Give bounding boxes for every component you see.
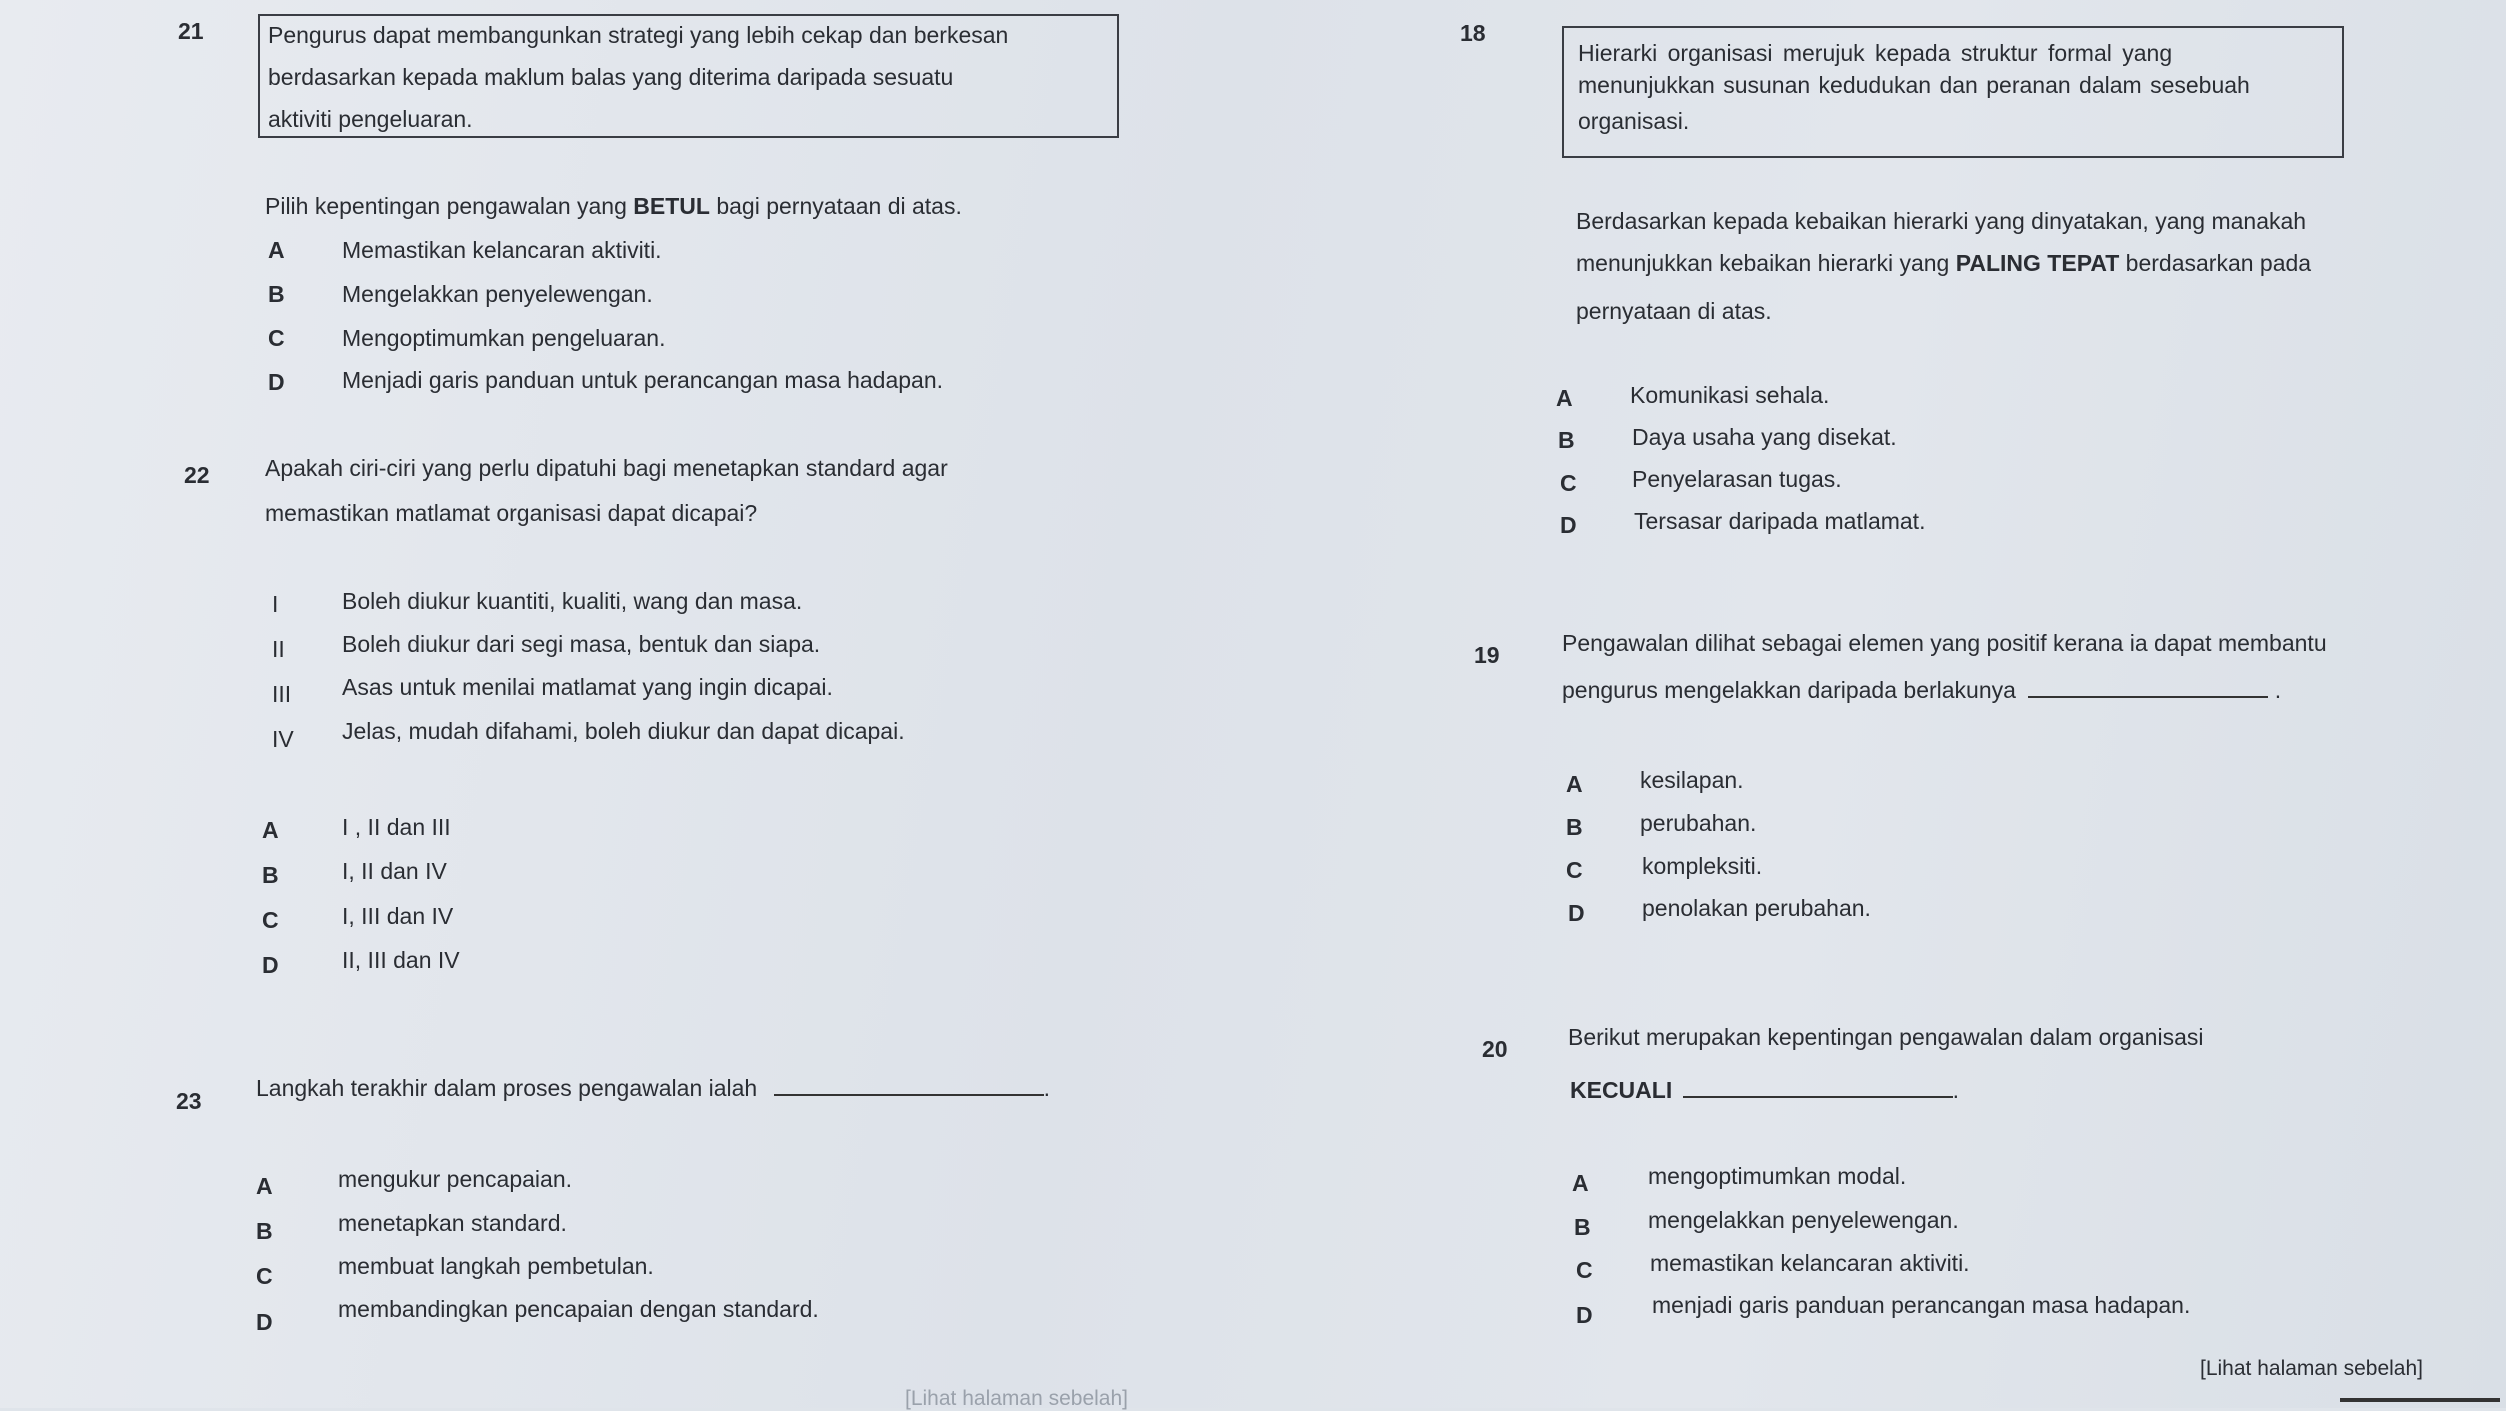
q22-option-a-letter: A xyxy=(262,817,279,843)
q19-option-b-letter: B xyxy=(1566,814,1583,840)
q21-box-line-1: Pengurus dapat membangunkan strategi yang lebih cekap dan berkesan xyxy=(268,22,1009,48)
q20-line-2: KECUALI . xyxy=(1570,1077,1960,1103)
q22-option-d-text: II, III dan IV xyxy=(342,947,460,973)
q23-answer-blank xyxy=(774,1094,1044,1096)
q23-option-b-text: menetapkan standard. xyxy=(338,1210,567,1236)
q20-number: 20 xyxy=(1482,1036,1508,1062)
q18-prompt-line-2: menunjukkan kebaikan hierarki yang PALING TEPAT berdasarkan pada xyxy=(1576,250,2312,276)
footer-next-page: [Lihat halaman sebelah] xyxy=(2200,1357,2423,1380)
q21-prompt-emphasis: BETUL xyxy=(633,193,710,219)
q20-option-b-letter: B xyxy=(1574,1214,1591,1240)
q23-number: 23 xyxy=(176,1088,202,1114)
q18-box-line-3: organisasi. xyxy=(1578,108,1690,134)
q20-option-a-text: mengoptimumkan modal. xyxy=(1648,1163,1907,1189)
q18-box-line-1: Hierarki organisasi merujuk kepada struktur formal yang xyxy=(1578,40,2173,66)
q18-option-d-text: Tersasar daripada matlamat. xyxy=(1634,508,1926,534)
q18-box-line-2: menunjukkan susunan kedudukan dan peranan dalam sesebuah xyxy=(1578,72,2250,98)
q21-box-line-3: aktiviti pengeluaran. xyxy=(268,106,473,132)
footer-next-page-faint: [Lihat halaman sebelah] xyxy=(905,1387,1128,1410)
q20-emphasis: KECUALI xyxy=(1570,1077,1673,1103)
q19-option-a-text: kesilapan. xyxy=(1640,767,1744,793)
q19-option-c-letter: C xyxy=(1566,857,1583,883)
q20-option-d-text: menjadi garis panduan perancangan masa hadapan. xyxy=(1652,1292,2191,1318)
q18-option-d-letter: D xyxy=(1560,512,1577,538)
q19-option-d-letter: D xyxy=(1568,900,1585,926)
q22-option-b-text: I, II dan IV xyxy=(342,858,447,884)
q23-option-d-letter: D xyxy=(256,1309,273,1335)
q19-option-c-text: kompleksiti. xyxy=(1642,853,1763,879)
q19-line-1: Pengawalan dilihat sebagai elemen yang positif kerana ia dapat membantu xyxy=(1562,630,2327,656)
q21-number: 21 xyxy=(178,18,204,44)
q18-option-c-text: Penyelarasan tugas. xyxy=(1632,466,1842,492)
q22-statement-i-text: Boleh diukur kuantiti, kualiti, wang dan masa. xyxy=(342,588,803,614)
q18-option-a-text: Komunikasi sehala. xyxy=(1630,382,1830,408)
q19-answer-blank xyxy=(2028,696,2268,698)
q21-option-d-letter: D xyxy=(268,369,285,395)
q22-option-a-text: I , II dan III xyxy=(342,814,451,840)
q20-option-d-letter: D xyxy=(1576,1302,1593,1328)
q20-line-1: Berikut merupakan kepentingan pengawalan dalam organisasi xyxy=(1568,1024,2204,1050)
q20-answer-blank xyxy=(1683,1096,1953,1098)
q21-option-a-text: Memastikan kelancaran aktiviti. xyxy=(342,237,662,263)
q22-question-line-2: memastikan matlamat organisasi dapat dicapai? xyxy=(265,500,758,526)
q18-option-b-letter: B xyxy=(1558,427,1575,453)
q19-option-d-text: penolakan perubahan. xyxy=(1642,895,1871,921)
q21-option-d-text: Menjadi garis panduan untuk perancangan masa hadapan. xyxy=(342,367,943,393)
q19-option-a-letter: A xyxy=(1566,771,1583,797)
q21-option-c-letter: C xyxy=(268,325,285,351)
q23-option-c-letter: C xyxy=(256,1263,273,1289)
q23-option-d-text: membandingkan pencapaian dengan standard. xyxy=(338,1296,819,1322)
q21-box-line-2: berdasarkan kepada maklum balas yang diterima daripada sesuatu xyxy=(268,64,954,90)
q22-statement-iii-roman: III xyxy=(272,681,292,707)
q20-option-b-text: mengelakkan penyelewengan. xyxy=(1648,1207,1959,1233)
q23-option-c-text: membuat langkah pembetulan. xyxy=(338,1253,654,1279)
q21-prompt: Pilih kepentingan pengawalan yang BETUL bagi pernyataan di atas. xyxy=(265,193,962,219)
q21-option-a-letter: A xyxy=(268,237,285,263)
q22-statement-iii-text: Asas untuk menilai matlamat yang ingin dicapai. xyxy=(342,674,833,700)
q20-option-c-letter: C xyxy=(1576,1257,1593,1283)
q18-prompt-line-3: pernyataan di atas. xyxy=(1576,298,1772,324)
q22-statement-i-roman: I xyxy=(272,591,279,617)
q23-option-b-letter: B xyxy=(256,1218,273,1244)
q18-prompt-emphasis: PALING TEPAT xyxy=(1955,250,2120,276)
q22-option-c-letter: C xyxy=(262,907,279,933)
q22-question-line-1: Apakah ciri-ciri yang perlu dipatuhi bagi menetapkan standard agar xyxy=(265,455,948,481)
q22-statement-ii-text: Boleh diukur dari segi masa, bentuk dan siapa. xyxy=(342,631,821,657)
q22-number: 22 xyxy=(184,462,210,488)
q20-option-a-letter: A xyxy=(1572,1170,1589,1196)
q18-number: 18 xyxy=(1460,20,1486,46)
q18-option-a-letter: A xyxy=(1556,385,1573,411)
q20-option-c-text: memastikan kelancaran aktiviti. xyxy=(1650,1250,1970,1276)
q19-line-2: pengurus mengelakkan daripada berlakunya . xyxy=(1562,677,2282,703)
q18-option-b-text: Daya usaha yang disekat. xyxy=(1632,424,1897,450)
q23-option-a-letter: A xyxy=(256,1173,273,1199)
q22-statement-iv-text: Jelas, mudah difahami, boleh diukur dan dapat dicapai. xyxy=(342,718,905,744)
q22-statement-iv-roman: IV xyxy=(272,726,294,752)
q18-option-c-letter: C xyxy=(1560,470,1577,496)
q18-prompt-line-1: Berdasarkan kepada kebaikan hierarki yang dinyatakan, yang manakah xyxy=(1576,208,2307,234)
q21-option-b-text: Mengelakkan penyelewengan. xyxy=(342,281,653,307)
q23-option-a-text: mengukur pencapaian. xyxy=(338,1166,572,1192)
q22-option-d-letter: D xyxy=(262,952,279,978)
q19-option-b-text: perubahan. xyxy=(1640,810,1757,836)
q22-option-c-text: I, III dan IV xyxy=(342,903,454,929)
q22-option-b-letter: B xyxy=(262,862,279,888)
q23-question: Langkah terakhir dalam proses pengawalan ialah . xyxy=(256,1075,1050,1101)
q21-option-b-letter: B xyxy=(268,281,285,307)
q19-number: 19 xyxy=(1474,642,1500,668)
q21-option-c-text: Mengoptimumkan pengeluaran. xyxy=(342,325,666,351)
q22-statement-ii-roman: II xyxy=(272,636,285,662)
footer-rule xyxy=(2340,1398,2500,1402)
